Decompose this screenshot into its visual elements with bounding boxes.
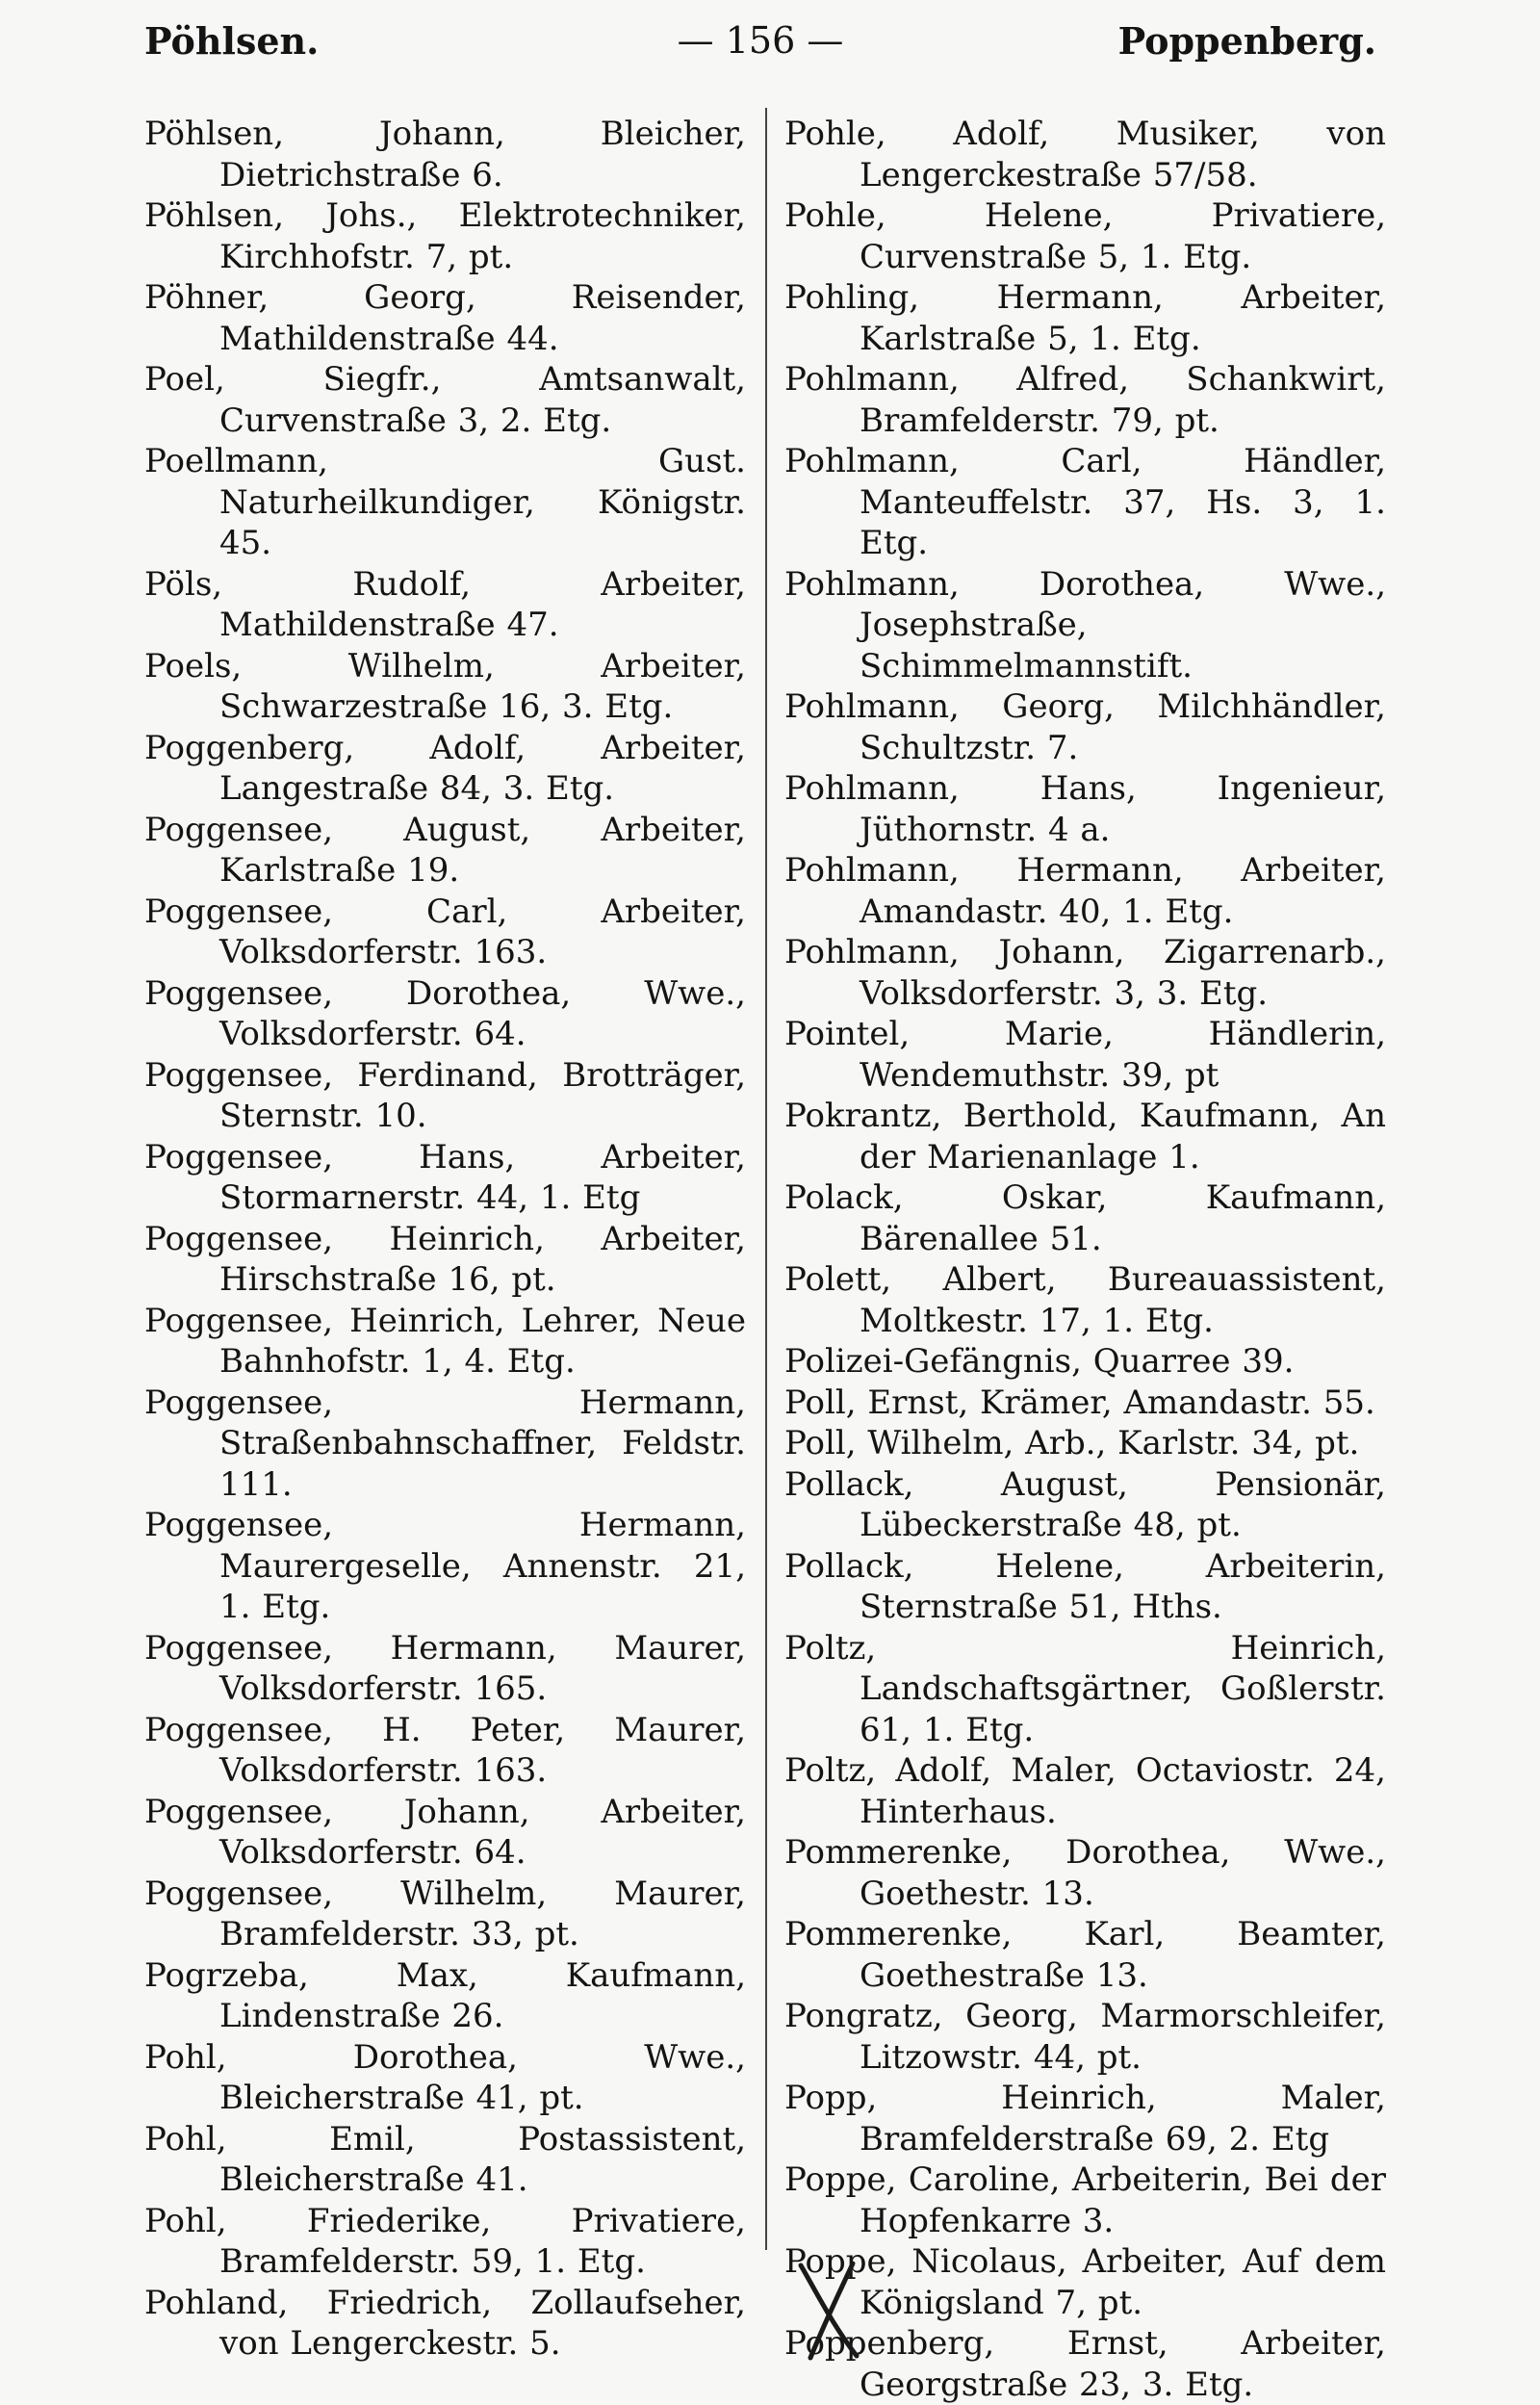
directory-entry: Pohle, Adolf, Musiker, von Lengerckestraße 57/58. xyxy=(784,115,1386,194)
directory-entry: Pöhner, Georg, Reisender, Mathildenstraße 44. xyxy=(144,278,746,358)
directory-entry: Pohl, Friederike, Privatiere, Bramfelderstr. 59, 1. Etg. xyxy=(144,2201,746,2281)
directory-entry: Poel, Siegfr., Amtsanwalt, Curvenstraße 3, 2. Etg. xyxy=(144,360,746,440)
directory-entry: Pohl, Dorothea, Wwe., Bleicherstraße 41, pt. xyxy=(144,2037,746,2117)
directory-entry: Pohl, Emil, Postassistent, Bleicherstraße 41. xyxy=(144,2119,746,2199)
directory-entry: Poggensee, Hans, Arbeiter, Stormarnerstr. 44, 1. Etg xyxy=(144,1137,746,1217)
directory-entry: Pohland, Friedrich, Zollaufseher, von Lengerckestr. 5. xyxy=(144,2283,746,2363)
directory-entry: Pohlmann, Hans, Ingenieur, Jüthornstr. 4 a. xyxy=(784,769,1386,849)
directory-entry: Pommerenke, Karl, Beamter, Goethestraße 13. xyxy=(784,1915,1386,1995)
directory-entry: Pohlmann, Johann, Zigarrenarb., Volksdorferstr. 3, 3. Etg. xyxy=(784,933,1386,1013)
directory-entry: Poltz, Heinrich, Landschaftsgärtner, Goßlerstr. 61, 1. Etg. xyxy=(784,1628,1386,1749)
directory-entry: Poltz, Adolf, Maler, Octaviostr. 24, Hinterhaus. xyxy=(784,1751,1386,1831)
directory-entry: Pohlmann, Alfred, Schankwirt, Bramfelderstr. 79, pt. xyxy=(784,360,1386,440)
running-head-left: Pöhlsen. xyxy=(144,19,320,63)
page-header xyxy=(144,19,1376,87)
directory-entry: Polizei-Gefängnis, Quarree 39. xyxy=(784,1342,1295,1381)
directory-entry: Pohlmann, Carl, Händler, Manteuffelstr. 37, Hs. 3, 1. Etg. xyxy=(784,442,1386,562)
directory-entry: Poggensee, Johann, Arbeiter, Volksdorferstr. 64. xyxy=(144,1792,746,1872)
directory-entry: Pogrzeba, Max, Kaufmann, Lindenstraße 26. xyxy=(144,1955,746,2035)
directory-entry: Poggensee, Ferdinand, Brotträger, Sternstr. 10. xyxy=(144,1055,746,1135)
right-column xyxy=(784,114,1386,2404)
left-column xyxy=(144,114,746,2363)
directory-entry: Poggensee, H. Peter, Maurer, Volksdorferstr. 163. xyxy=(144,1710,746,1790)
directory-entry: Pokrantz, Berthold, Kaufmann, An der Marienanlage 1. xyxy=(784,1097,1386,1177)
directory-entry: Poggensee, Hermann, Straßenbahnschaffner, Feldstr. 111. xyxy=(144,1383,746,1504)
directory-entry: Pongratz, Georg, Marmorschleifer, Litzowstr. 44, pt. xyxy=(784,1997,1386,2077)
directory-entry: Pohle, Helene, Privatiere, Curvenstraße 5, 1. Etg. xyxy=(784,196,1386,276)
directory-entry: Poggensee, Heinrich, Arbeiter, Hirschstraße 16, pt. xyxy=(144,1219,746,1299)
directory-entry: Pohlmann, Dorothea, Wwe., Josephstraße, Schimmelmannstift. xyxy=(784,564,1386,685)
directory-entry: Pöls, Rudolf, Arbeiter, Mathildenstraße 47. xyxy=(144,564,746,644)
directory-entry: Poggensee, Hermann, Maurergeselle, Annenstr. 21, 1. Etg. xyxy=(144,1506,746,1626)
directory-entry: Poggensee, August, Arbeiter, Karlstraße 19. xyxy=(144,810,746,890)
directory-entry: Pollack, August, Pensionär, Lübeckerstraße 48, pt. xyxy=(784,1464,1386,1544)
page-number: — 156 — xyxy=(677,19,844,62)
directory-entry: Poggensee, Dorothea, Wwe., Volksdorferstr. 64. xyxy=(144,973,746,1053)
directory-entry: Pohlmann, Hermann, Arbeiter, Amandastr. 40, 1. Etg. xyxy=(784,851,1386,931)
directory-entry: Pöhlsen, Johann, Bleicher, Dietrichstraße 6. xyxy=(144,115,746,194)
directory-entry: Poggensee, Wilhelm, Maurer, Bramfelderstr. 33, pt. xyxy=(144,1874,746,1953)
directory-entry: Pommerenke, Dorothea, Wwe., Goethestr. 13. xyxy=(784,1833,1386,1913)
directory-entry: Pohlmann, Georg, Milchhändler, Schultzstr. 7. xyxy=(784,687,1386,767)
directory-entry: Poggensee, Hermann, Maurer, Volksdorferstr. 165. xyxy=(144,1628,746,1708)
directory-entry: Poll, Wilhelm, Arb., Karlstr. 34, pt. xyxy=(784,1424,1360,1462)
directory-entry: Poppenberg, Ernst, Arbeiter, Georgstraße 23, 3. Etg. xyxy=(784,2324,1386,2404)
directory-entry: Polack, Oskar, Kaufmann, Bärenallee 51. xyxy=(784,1178,1386,1258)
column-divider xyxy=(765,108,767,2250)
directory-entry: Pollack, Helene, Arbeiterin, Sternstraße 51, Hths. xyxy=(784,1546,1386,1626)
running-head-right: Poppenberg. xyxy=(1117,19,1376,63)
handwritten-x-mark xyxy=(789,2258,866,2364)
directory-entry: Popp, Heinrich, Maler, Bramfelderstraße 69, 2. Etg xyxy=(784,2079,1386,2159)
directory-entry: Poggensee, Heinrich, Lehrer, Neue Bahnhofstr. 1, 4. Etg. xyxy=(144,1301,746,1381)
directory-entry: Polett, Albert, Bureauassistent, Moltkestr. 17, 1. Etg. xyxy=(784,1260,1386,1340)
directory-entry: Poggenberg, Adolf, Arbeiter, Langestraße 84, 3. Etg. xyxy=(144,728,746,808)
directory-entry: Pointel, Marie, Händlerin, Wendemuthstr. 39, pt xyxy=(784,1015,1386,1095)
directory-entry: Poggensee, Carl, Arbeiter, Volksdorferstr. 163. xyxy=(144,892,746,971)
directory-entry: Pöhlsen, Johs., Elektrotechniker, Kirchhofstr. 7, pt. xyxy=(144,196,746,276)
directory-entry: Poll, Ernst, Krämer, Amandastr. 55. xyxy=(784,1383,1375,1422)
directory-entry: Poppe, Nicolaus, Arbeiter, Auf dem Königsland 7, pt. xyxy=(784,2242,1386,2322)
directory-entry: Poels, Wilhelm, Arbeiter, Schwarzestraße 16, 3. Etg. xyxy=(144,646,746,726)
directory-entry: Poppe, Caroline, Arbeiterin, Bei der Hopfenkarre 3. xyxy=(784,2160,1386,2240)
directory-entry: Poellmann, Gust. Naturheilkundiger, Königstr. 45. xyxy=(144,442,746,562)
directory-entry: Pohling, Hermann, Arbeiter, Karlstraße 5, 1. Etg. xyxy=(784,278,1386,358)
